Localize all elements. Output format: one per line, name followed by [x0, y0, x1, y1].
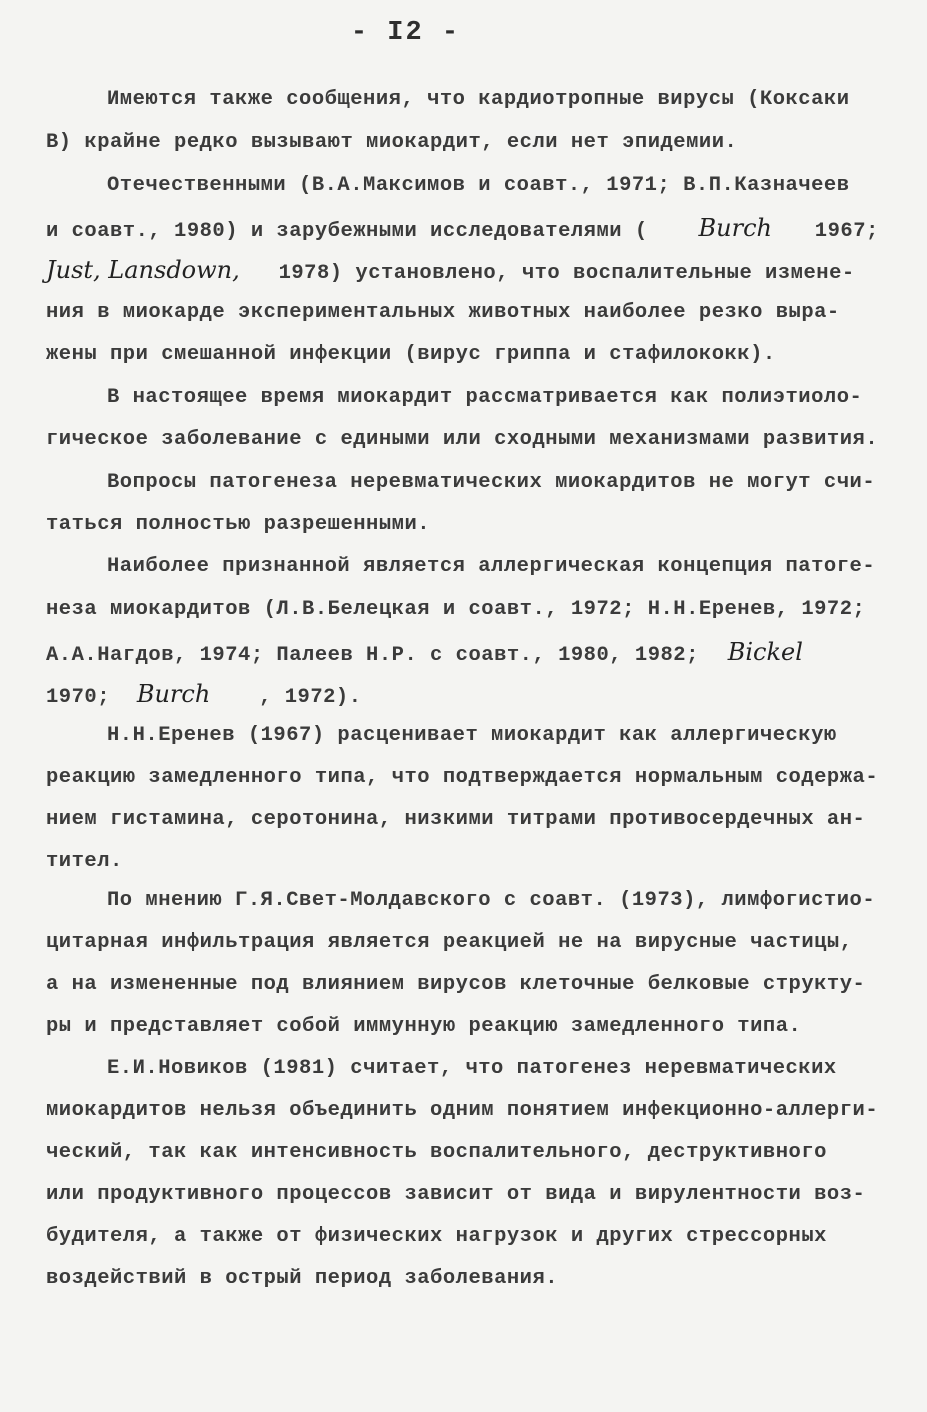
line-text: таться полностью разрешенными.: [46, 513, 431, 536]
line-text: миокардитов нельзя объединить одним понятием инфекционно-аллерги-: [46, 1099, 879, 1122]
line-text: ния в миокарде экспериментальных животных наиболее резко выра-: [46, 301, 840, 324]
line-text: 1970;: [46, 686, 111, 709]
text-line: [46, 256, 855, 288]
text-line: [46, 596, 865, 624]
line-text: А.А.Нагдов, 1974; Палеев Н.Р. с соавт., 1980, 1982;: [46, 644, 699, 667]
line-text: Наиболее признанной является аллергическая концепция патоге-: [107, 555, 876, 578]
line-text: Вопросы патогенеза неревматических миокардитов не могут счи-: [107, 471, 876, 494]
text-line: [107, 469, 875, 497]
text-line: [46, 806, 865, 834]
line-text: и соавт., 1980) и зарубежными исследователями (: [46, 220, 648, 243]
handwritten-name: Bickel: [727, 638, 803, 666]
text-line: [46, 511, 430, 539]
line-text: цитарная инфильтрация является реакцией не на вирусные частицы,: [46, 931, 853, 954]
line-text: воздействий в острый период заболевания.: [46, 1267, 559, 1290]
text-line: [46, 680, 362, 712]
text-line: [107, 384, 862, 412]
text-line: [46, 848, 123, 876]
text-line: [46, 1139, 827, 1167]
text-line: [46, 341, 776, 369]
page-number: - I2 -: [350, 18, 461, 48]
text-line: [46, 1013, 801, 1041]
line-text: Н.Н.Еренев (1967) расценивает миокардит как аллергическую: [107, 724, 837, 747]
line-text: Имеются также сообщения, что кардиотропные вирусы (Коксаки: [107, 88, 850, 111]
handwritten-name: Burch: [136, 680, 211, 708]
line-text: или продуктивного процессов зависит от вида и вирулентности воз-: [46, 1183, 866, 1206]
text-line: [46, 214, 879, 246]
line-text: ческий, так как интенсивность воспалительного, деструктивного: [46, 1141, 827, 1164]
line-text: В настоящее время миокардит рассматривается как полиэтиоло-: [107, 386, 863, 409]
text-line: [46, 129, 737, 157]
line-text: Е.И.Новиков (1981) считает, что патогенез неревматических: [107, 1057, 837, 1080]
text-line: [107, 553, 875, 581]
line-text: 1978) установлено, что воспалительные измене-: [278, 262, 855, 285]
line-text: В) крайне редко вызывают миокардит, если нет эпидемии.: [46, 131, 738, 154]
text-line: [46, 1265, 558, 1293]
text-line: [46, 426, 878, 454]
line-text: будителя, а также от физических нагрузок и других стрессорных: [46, 1225, 827, 1248]
line-text: По мнению Г.Я.Свет-Молдавского с соавт. (1973), лимфогистио-: [107, 889, 876, 912]
line-text: нием гистамина, серотонина, низкими титрами противосердечных ан-: [46, 808, 866, 831]
text-line: [107, 722, 837, 750]
text-line: [107, 172, 850, 200]
text-line: [46, 1223, 827, 1251]
line-text: Отечественными (В.А.Максимов и соавт., 1971; В.П.Казначеев: [107, 174, 850, 197]
text-line: [107, 887, 875, 915]
text-line: [46, 929, 853, 957]
line-text: ры и представляет собой иммунную реакцию замедленного типа.: [46, 1015, 802, 1038]
text-line: [46, 299, 840, 327]
text-line: [46, 971, 865, 999]
line-text: тител.: [46, 850, 123, 873]
line-text: жены при смешанной инфекции (вирус гриппа и стафилококк).: [46, 343, 776, 366]
text-line: [107, 86, 850, 114]
line-text: а на измененные под влиянием вирусов клеточные белковые структу-: [46, 973, 866, 996]
text-line: [107, 1055, 837, 1083]
text-line: [46, 1097, 878, 1125]
text-line: [46, 764, 878, 792]
line-text: 1967;: [814, 220, 879, 243]
handwritten-name: Just, Lansdown,: [46, 256, 240, 284]
line-text: , 1972).: [259, 686, 362, 709]
handwritten-name: Burch: [698, 214, 772, 242]
line-text: реакцию замедленного типа, что подтверждается нормальным содержа-: [46, 766, 879, 789]
line-text: гическое заболевание с едиными или сходными механизмами развития.: [46, 428, 879, 451]
line-text: неза миокардитов (Л.В.Белецкая и соавт., 1972; Н.Н.Еренев, 1972;: [46, 598, 866, 621]
text-line: [46, 638, 803, 670]
text-line: [46, 1181, 865, 1209]
